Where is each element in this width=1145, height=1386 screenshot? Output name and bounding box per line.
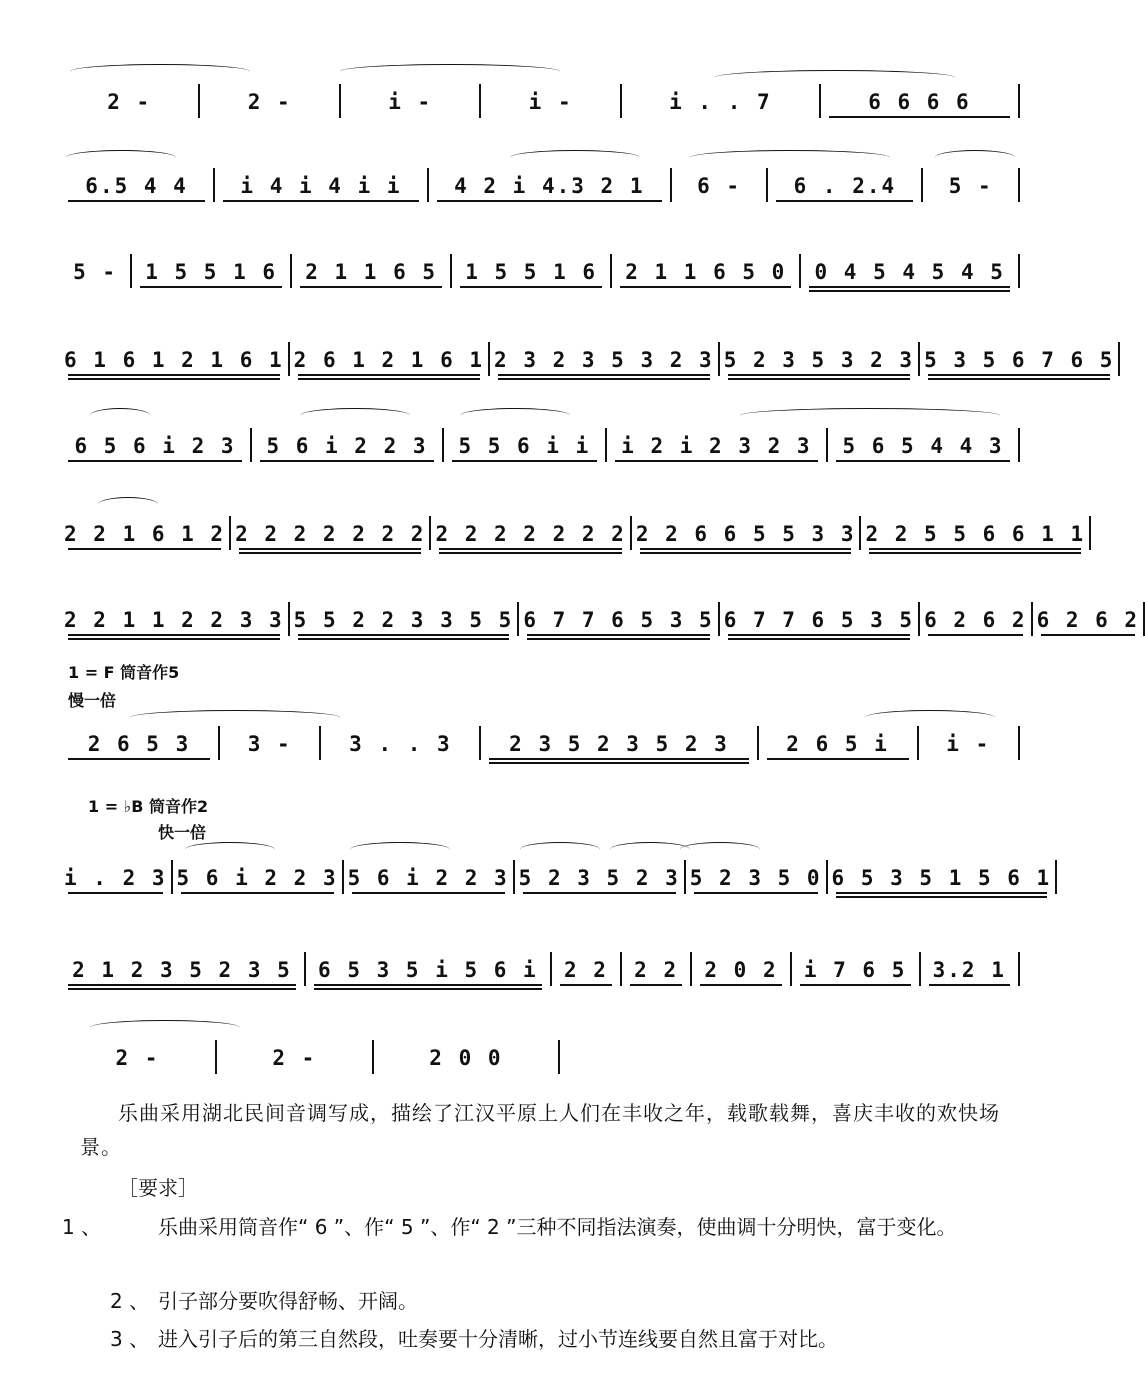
measure: 2 6 5 3 [60, 726, 220, 760]
slur [740, 408, 1000, 423]
measure: 2 2 1 1 2 2 3 3 [60, 602, 290, 636]
requirement-item [62, 1210, 1068, 1244]
requirement-text: 引子部分要吹得舒畅、开阔。 [158, 1289, 418, 1313]
measure: 2 6 1 2 1 6 1 [290, 342, 490, 376]
staff-row-6 [60, 510, 1086, 550]
measure: 2 - [60, 84, 200, 118]
measure: 2 1 2 3 5 2 3 5 [60, 952, 306, 986]
measure: 5 6 5 4 4 3 [828, 428, 1020, 462]
measure: 5 3 5 6 7 6 5 [920, 342, 1120, 376]
staff-row-2 [60, 162, 1020, 202]
piece-description: 乐曲采用湖北民间音调写成，描绘了江汉平原上人们在丰收之年，载歌载舞，喜庆丰收的欢快场景。 [80, 1101, 1000, 1159]
measure: 2 2 2 2 2 2 2 [431, 516, 631, 550]
measure: 6.5 4 4 [60, 168, 215, 202]
tempo-slow: 慢一倍 [68, 691, 117, 710]
measure: i 4 i 4 i i [215, 168, 429, 202]
measure: 2 2 2 2 2 2 2 [231, 516, 431, 550]
requirement-number: 1 、 [62, 1215, 102, 1239]
measure: 6 5 6 i 2 3 [60, 428, 252, 462]
measure: 6 7 7 6 5 3 5 [720, 602, 920, 636]
measure: 5 5 6 i i [444, 428, 607, 462]
slur [690, 150, 890, 165]
requirement-item [110, 1284, 1020, 1318]
slur [520, 842, 600, 857]
measure: 6 2 6 2 [1033, 602, 1145, 636]
measure: 3.2 1 [921, 952, 1020, 986]
slur [185, 842, 275, 857]
measure: 2 2 6 6 5 5 3 3 [632, 516, 862, 550]
measure: i 2 i 2 3 2 3 [607, 428, 828, 462]
measure: 6 6 6 6 [821, 84, 1020, 118]
measure: 6 5 3 5 i 5 6 i [306, 952, 552, 986]
slur [340, 64, 560, 79]
measure: 5 6 i 2 2 3 [173, 860, 344, 894]
measure: 5 5 2 2 3 3 5 5 [290, 602, 520, 636]
requirement-number: 2 、 [110, 1289, 150, 1313]
measure: 6 1 6 1 2 1 6 1 [60, 342, 290, 376]
slur [130, 710, 340, 725]
measure: 5 2 3 5 2 3 [515, 860, 686, 894]
measure: i . 2 3 [60, 860, 173, 894]
slur [680, 842, 760, 857]
measure: 6 2 6 2 [920, 602, 1033, 636]
slur [300, 408, 410, 423]
measure: i - [481, 84, 621, 118]
measure: 3 . . 3 [321, 726, 481, 760]
requirement-number: 3 、 [110, 1327, 150, 1351]
measure: 3 - [220, 726, 321, 760]
key-signature-bb: 1 = ♭B 筒音作2 [88, 797, 209, 816]
measure: i - [919, 726, 1020, 760]
measure: 2 2 1 6 1 2 [60, 516, 231, 550]
slur [460, 408, 570, 423]
slur [935, 150, 1015, 165]
measure: 2 0 0 [374, 1040, 560, 1074]
measure: 1 5 5 1 6 [132, 254, 292, 288]
measure: 2 2 5 5 6 6 1 1 [861, 516, 1091, 550]
staff-row-9 [60, 854, 1052, 894]
measure: 5 2 3 5 3 2 3 [720, 342, 920, 376]
slur [510, 150, 640, 165]
slur [98, 497, 158, 512]
measure: 2 3 5 2 3 5 2 3 [481, 726, 758, 760]
measure: 5 - [60, 254, 132, 288]
measure: 2 6 5 i [759, 726, 919, 760]
slur [90, 1020, 240, 1035]
measure: 5 6 i 2 2 3 [344, 860, 515, 894]
requirements-title: ［要求］ [118, 1176, 198, 1200]
staff-row-11 [60, 1034, 560, 1074]
staff-row-4 [60, 336, 1115, 376]
measure: i - [341, 84, 481, 118]
measure: 6 5 3 5 1 5 6 1 [828, 860, 1058, 894]
measure: 2 - [60, 1040, 217, 1074]
measure: 2 0 2 [692, 952, 791, 986]
measure: 2 3 2 3 5 3 2 3 [490, 342, 720, 376]
measure: 4 2 i 4.3 2 1 [429, 168, 672, 202]
measure: 2 1 1 6 5 [292, 254, 452, 288]
slur [350, 842, 450, 857]
measure: 2 1 1 6 5 0 [612, 254, 801, 288]
staff-row-8 [60, 720, 1020, 760]
measure: i 7 6 5 [792, 952, 921, 986]
measure: 2 - [200, 84, 340, 118]
measure: 6 - [672, 168, 769, 202]
staff-row-5 [60, 422, 1020, 462]
staff-row-3 [60, 248, 1020, 288]
key-signature-f: 1 = F 筒音作5 [68, 663, 180, 682]
requirement-item [110, 1322, 1020, 1356]
measure: 5 - [923, 168, 1020, 202]
measure: 5 6 i 2 2 3 [252, 428, 444, 462]
staff-row-7 [60, 596, 1140, 636]
slur [70, 64, 250, 79]
slur [865, 710, 995, 725]
slur [715, 70, 955, 85]
measure: 2 2 [622, 952, 692, 986]
measure: 0 4 5 4 5 4 5 [801, 254, 1020, 288]
requirement-text: 进入引子后的第三自然段，吐奏要十分清晰，过小节连线要自然且富于对比。 [158, 1327, 838, 1351]
measure: 1 5 5 1 6 [452, 254, 612, 288]
slur [90, 408, 150, 423]
measure: 2 - [217, 1040, 374, 1074]
tempo-fast: 快一倍 [158, 823, 207, 842]
staff-row-10 [60, 946, 1020, 986]
slur [610, 842, 690, 857]
measure: 6 7 7 6 5 3 5 [519, 602, 719, 636]
measure: 2 2 [552, 952, 622, 986]
measure: 5 2 3 5 0 [686, 860, 828, 894]
slur [66, 150, 176, 165]
measure: 6 . 2.4 [768, 168, 923, 202]
requirement-text: 乐曲采用筒音作“ 6 ”、作“ 5 ”、作“ 2 ”三种不同指法演奏，使曲调十分明快，富于变化。 [158, 1215, 957, 1239]
measure: i . . 7 [622, 84, 821, 118]
